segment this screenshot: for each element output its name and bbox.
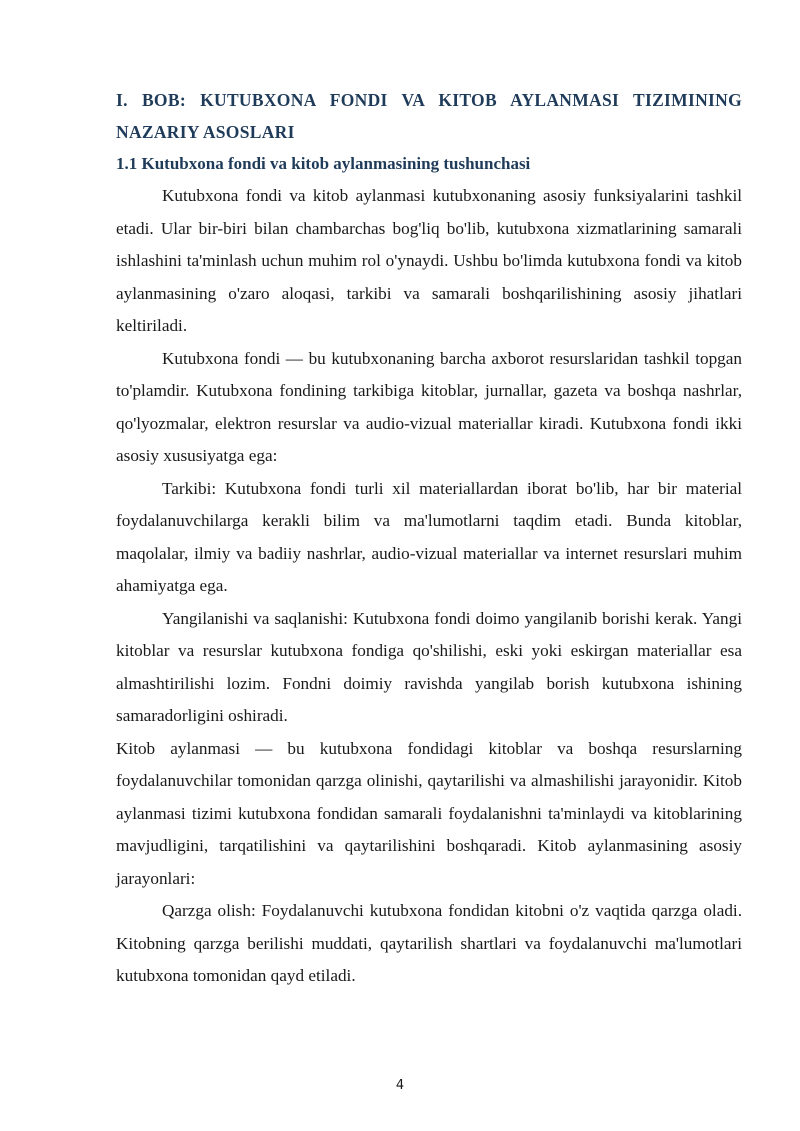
document-page — [116, 84, 742, 993]
paragraph-borrowing: Qarzga olish: Foydalanuvchi kutubxona fondidan kitobni o'z vaqtida qarzga oladi. Kitobning qarzga berilishi muddati, qaytarilish shartlari va foydalanuvchi ma'lumotlari kutubxona tomonidan qayd etiladi. — [116, 901, 742, 985]
paragraph-intro: Kutubxona fondi va kitob aylanmasi kutubxonaning asosiy funksiyalarini tashkil etadi. Ular bir-biri bilan chambarchas bog'liq bo'lib, kutubxona xizmatlarining samarali ishlashini ta'minlash uchun muhim rol o'ynaydi. Ushbu bo'limda kutubxona fondi va kitob aylanmasining o'zaro aloqasi, tarkibi va samarali boshqarilishining asosiy jihatlari keltiriladi. — [116, 186, 742, 335]
paragraph-fund-definition: Kutubxona fondi — bu kutubxonaning barcha axborot resurslaridan tashkil topgan to'plamdir. Kutubxona fondining tarkibiga kitoblar, jurnallar, gazeta va boshqa nashrlar, qo'lyozmalar, elektron resurslar va audio-vizual materiallar kiradi. Kutubxona fondi ikki asosiy xususiyatga ega: — [116, 348, 742, 465]
paragraph-circulation-definition: Kitob aylanmasi — bu kutubxona fondidagi kitoblar va boshqa resurslarning foydalanuvchilar tomonidan qarzga olinishi, qaytarilishi va almashilishi jarayonidir. Kitob aylanmasi tizimi kutubxona fondidan samarali foydalanishni ta'minlaydi va kitoblarining mavjudligini, tarqatilishini va qaytarilishini boshqaradi. Kitob aylanmasining asosiy jarayonlari: — [116, 738, 742, 888]
paragraph-renewal: Yangilanishi va saqlanishi: Kutubxona fondi doimo yangilanib borishi kerak. Yangi kitoblar va resurslar kutubxona fondiga qo'shilishi, eski yoki eskirgan materiallar esa almashtirilishi lozim. Fondni doimiy ravishda yangilab borish kutubxona ishining samaradorligini oshiradi. — [116, 608, 742, 725]
page-number: 4 — [395, 1078, 405, 1093]
chapter-title-line2: NAZARIY ASOSLARI — [116, 122, 295, 142]
chapter-title-line1: I. BOB: KUTUBXONA FONDI VA KITOB AYLANMASI TIZIMINING — [116, 90, 742, 110]
chapter-title — [116, 84, 742, 148]
section-title: 1.1 Kutubxona fondi va kitob aylanmasining tushunchasi — [116, 154, 531, 173]
paragraph-composition: Tarkibi: Kutubxona fondi turli xil materiallardan iborat bo'lib, har bir material foydalanuvchilarga kerakli bilim va ma'lumotlarni taqdim etadi. Bunda kitoblar, maqolalar, ilmiy va badiiy nashrlar, audio-vizual materiallar va internet resurslari muhim ahamiyatga ega. — [116, 478, 742, 595]
